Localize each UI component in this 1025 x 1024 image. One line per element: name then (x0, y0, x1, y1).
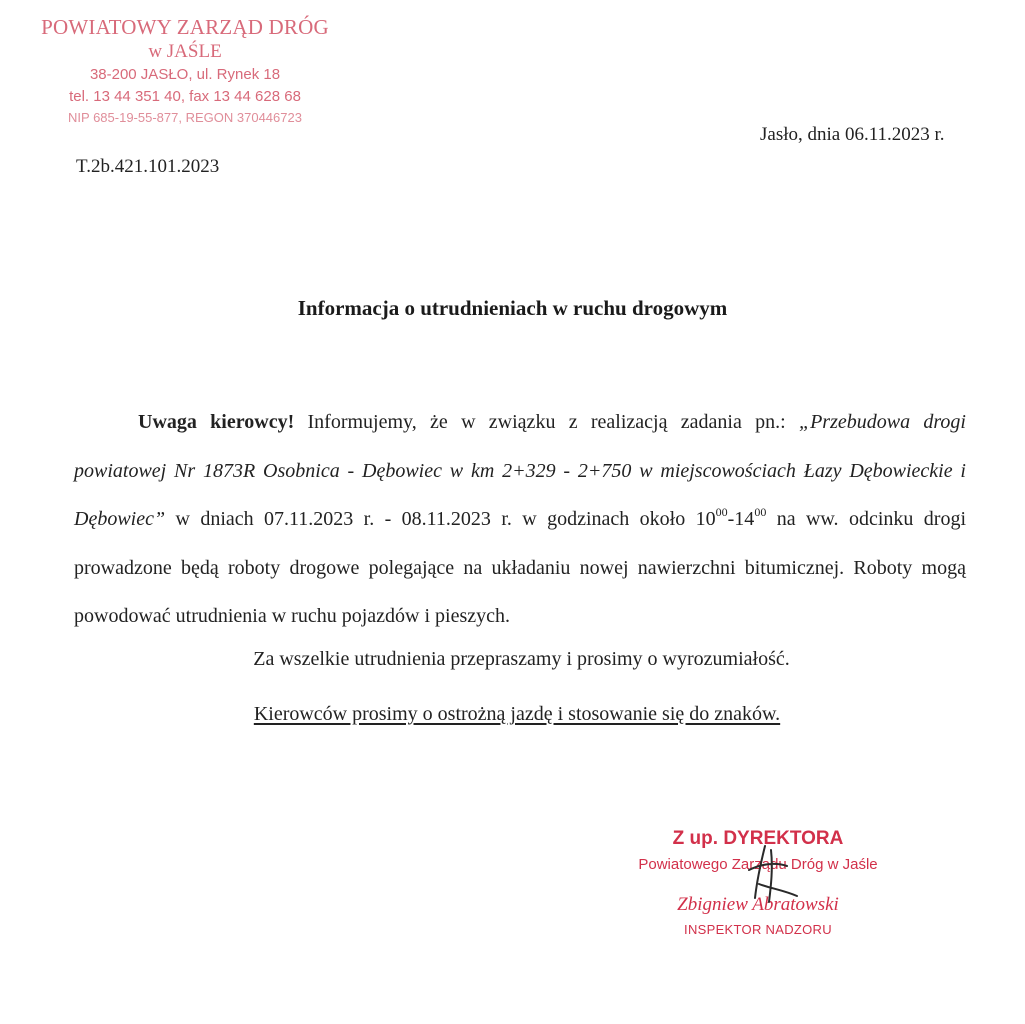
reference-number: T.2b.421.101.2023 (76, 156, 220, 177)
drivers-note-text: Kierowców prosimy o ostrożną jazdę i stosowanie się do znaków. (253, 703, 781, 725)
stamp-office-city: w JAŚLE (148, 41, 222, 62)
apology-line: Za wszelkie utrudnienia przepraszamy i prosimy o wyrozumiałość. (253, 648, 790, 670)
notice-body (74, 398, 966, 641)
stamp-office-name: POWIATOWY ZARZĄD DRÓG (41, 15, 329, 39)
stamp-address: 38-200 JASŁO, ul. Rynek 18 (89, 66, 281, 83)
document-date: Jasło, dnia 06.11.2023 r. (760, 124, 945, 145)
document-title: Informacja o utrudnieniach w ruchu drogowym (297, 296, 728, 320)
stamp-nip-regon: NIP 685-19-55-877, REGON 370446723 (68, 110, 302, 125)
office-header-stamp (40, 14, 330, 128)
signatory-name: Zbigniew Abratowski (677, 894, 839, 915)
signature-office: Powiatowego Zarządu Dróg w Jaśle (638, 856, 878, 873)
body-text-1: Informujemy, że w związku z realizacją zadania pn.: (294, 411, 799, 433)
signatory-position: INSPEKTOR NADZORU (684, 922, 832, 937)
body-text-2: w dniach 07.11.2023 r. - 08.11.2023 r. w godzinach około 10 (165, 508, 716, 530)
task-name: „Przebudowa drogi powiatowej Nr 1873R Osobnica - Dębowiec w km 2+329 - 2+750 w miejscowościach Łazy Dębowieckie i Dębowiec” (74, 411, 966, 530)
hour-separator: -14 (727, 508, 755, 530)
signature-authority: Z up. DYREKTORA (672, 828, 844, 849)
lead-warning: Uwaga kierowcy! (138, 411, 295, 433)
hour-end-minutes: 00 (754, 505, 767, 519)
body-text-3: na ww. odcinku drogi prowadzone będą roboty drogowe polegające na układaniu nowej nawierzchni bitumicznej. Roboty mogą powodować utrudnienia w ruchu pojazdów i pieszych. (74, 508, 966, 627)
hour-start-minutes: 00 (715, 505, 728, 519)
handwritten-signature-icon (735, 840, 805, 910)
drivers-note-line (0, 703, 1025, 726)
stamp-phone-fax: tel. 13 44 351 40, fax 13 44 628 68 (69, 88, 301, 105)
